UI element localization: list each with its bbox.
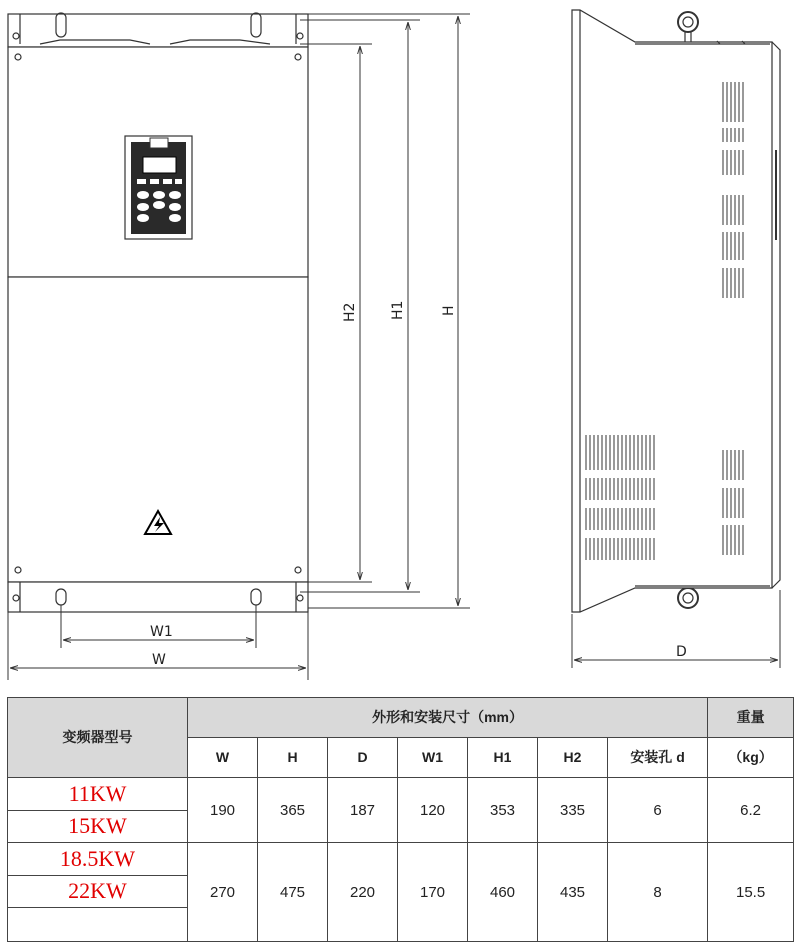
- value-cell: 353: [468, 777, 538, 842]
- model-header: 变频器型号: [8, 698, 188, 778]
- model-cell: 15KW: [8, 810, 188, 843]
- value-cell: 190: [188, 777, 258, 842]
- model-cell: 11KW: [8, 777, 188, 810]
- keypad-panel: [125, 136, 192, 239]
- w1-label: W1: [150, 624, 173, 640]
- w-label: W: [152, 652, 166, 668]
- weight-cell: 6.2: [708, 777, 794, 842]
- col-header-d: D: [328, 737, 398, 777]
- value-cell: 435: [538, 843, 608, 942]
- weight-unit-header: （kg）: [708, 737, 794, 777]
- value-cell: 365: [258, 777, 328, 842]
- value-cell: 220: [328, 843, 398, 942]
- value-cell: 120: [398, 777, 468, 842]
- h2-label: H2: [342, 302, 358, 322]
- weight-header: 重量: [708, 698, 794, 738]
- value-cell: 335: [538, 777, 608, 842]
- value-cell: 187: [328, 777, 398, 842]
- dims-header: 外形和安装尺寸（mm）: [188, 698, 708, 738]
- display-window-icon: [143, 157, 176, 173]
- col-header-w: W: [188, 737, 258, 777]
- h-label: H: [441, 305, 457, 316]
- col-header-w1: W1: [398, 737, 468, 777]
- col-header-h: H: [258, 737, 328, 777]
- col-header-h1: H1: [468, 737, 538, 777]
- spec-table: [7, 697, 794, 942]
- value-cell: 8: [608, 843, 708, 942]
- d-label: D: [676, 644, 687, 660]
- empty-model-cell: [8, 908, 188, 942]
- col-header-h2: H2: [538, 737, 608, 777]
- value-cell: 475: [258, 843, 328, 942]
- top-flange: [8, 14, 308, 47]
- h1-label: H1: [390, 300, 406, 320]
- front-cover-lower: [8, 277, 308, 582]
- side-view: [572, 10, 780, 612]
- bottom-flange: [8, 582, 308, 612]
- lifting-eye-top: [678, 12, 698, 42]
- value-cell: 270: [188, 843, 258, 942]
- model-cell: 22KW: [8, 875, 188, 908]
- weight-cell: 15.5: [708, 843, 794, 942]
- value-cell: 6: [608, 777, 708, 842]
- value-cell: 170: [398, 843, 468, 942]
- value-cell: 460: [468, 843, 538, 942]
- col-header-hole: 安装孔 d: [608, 737, 708, 777]
- model-cell: 18.5KW: [8, 843, 188, 876]
